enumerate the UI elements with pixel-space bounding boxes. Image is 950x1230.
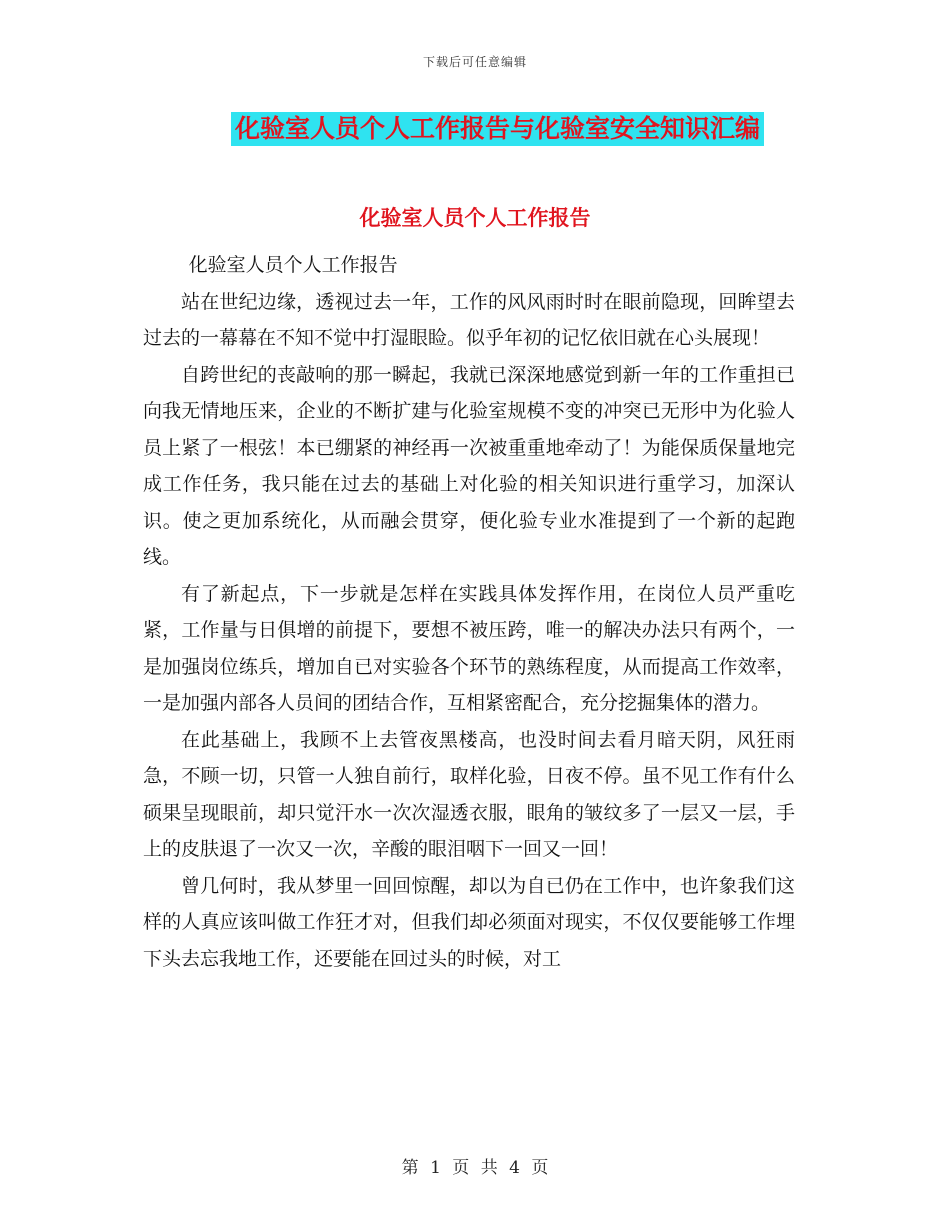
section-title: 化验室人员个人工作报告 <box>359 206 591 230</box>
main-title-container <box>0 112 950 146</box>
paragraph: 站在世纪边缘，透视过去一年，工作的风风雨时时在眼前隐现，回眸望去过去的一幕幕在不知不觉中打湿眼睑。似乎年初的记忆依旧就在心头展现！ <box>143 290 795 349</box>
paragraph: 曾几何时，我从梦里一回回惊醒，却以为自已仍在工作中，也许象我们这样的人真应该叫做工作狂才对，但我们却必须面对现实，不仅仅要能够工作埋下头去忘我地工作，还要能在回过头的时候，对工 <box>143 874 795 970</box>
paragraph: 有了新起点，下一步就是怎样在实践具体发挥作用，在岗位人员严重吃紧，工作量与日俱增的前提下，要想不被压跨，唯一的解决办法只有两个，一是加强岗位练兵，增加自已对实验各个环节的熟练程度，从而提高工作效率，一是加强内部各人员间的团结合作，互相紧密配合，充分挖掘集体的潜力。 <box>143 582 795 714</box>
paragraph: 自跨世纪的丧敲响的那一瞬起，我就已深深地感觉到新一年的工作重担已向我无情地压来，企业的不断扩建与化验室规模不变的冲突已无形中为化验人员上紧了一根弦！本已绷紧的神经再一次被重重地牵动了！为能保质保量地完成工作任务，我只能在过去的基础上对化验的相关知识进行重学习，加深认识。使之更加系统化，从而融会贯穿，便化验专业水准提到了一个新的起跑线。 <box>143 363 795 568</box>
body-text <box>143 247 795 977</box>
main-title: 化验室人员个人工作报告与化验室安全知识汇编 <box>231 112 764 146</box>
header-note: 下载后可任意编辑 <box>422 55 527 69</box>
paragraph: 在此基础上，我顾不上去管夜黑楼高，也没时间去看月暗天阴，风狂雨急，不顾一切，只管一人独自前行，取样化验，日夜不停。虽不见工作有什么硕果呈现眼前，却只觉汗水一次次湿透衣服，眼角的皱纹多了一层又一层，手上的皮肤退了一次又一次，辛酸的眼泪咽下一回又一回！ <box>143 728 795 860</box>
page-number-footer: 第 1 页 共 4 页 <box>401 1158 549 1178</box>
paragraph-subtitle: 化验室人员个人工作报告 <box>188 254 398 276</box>
